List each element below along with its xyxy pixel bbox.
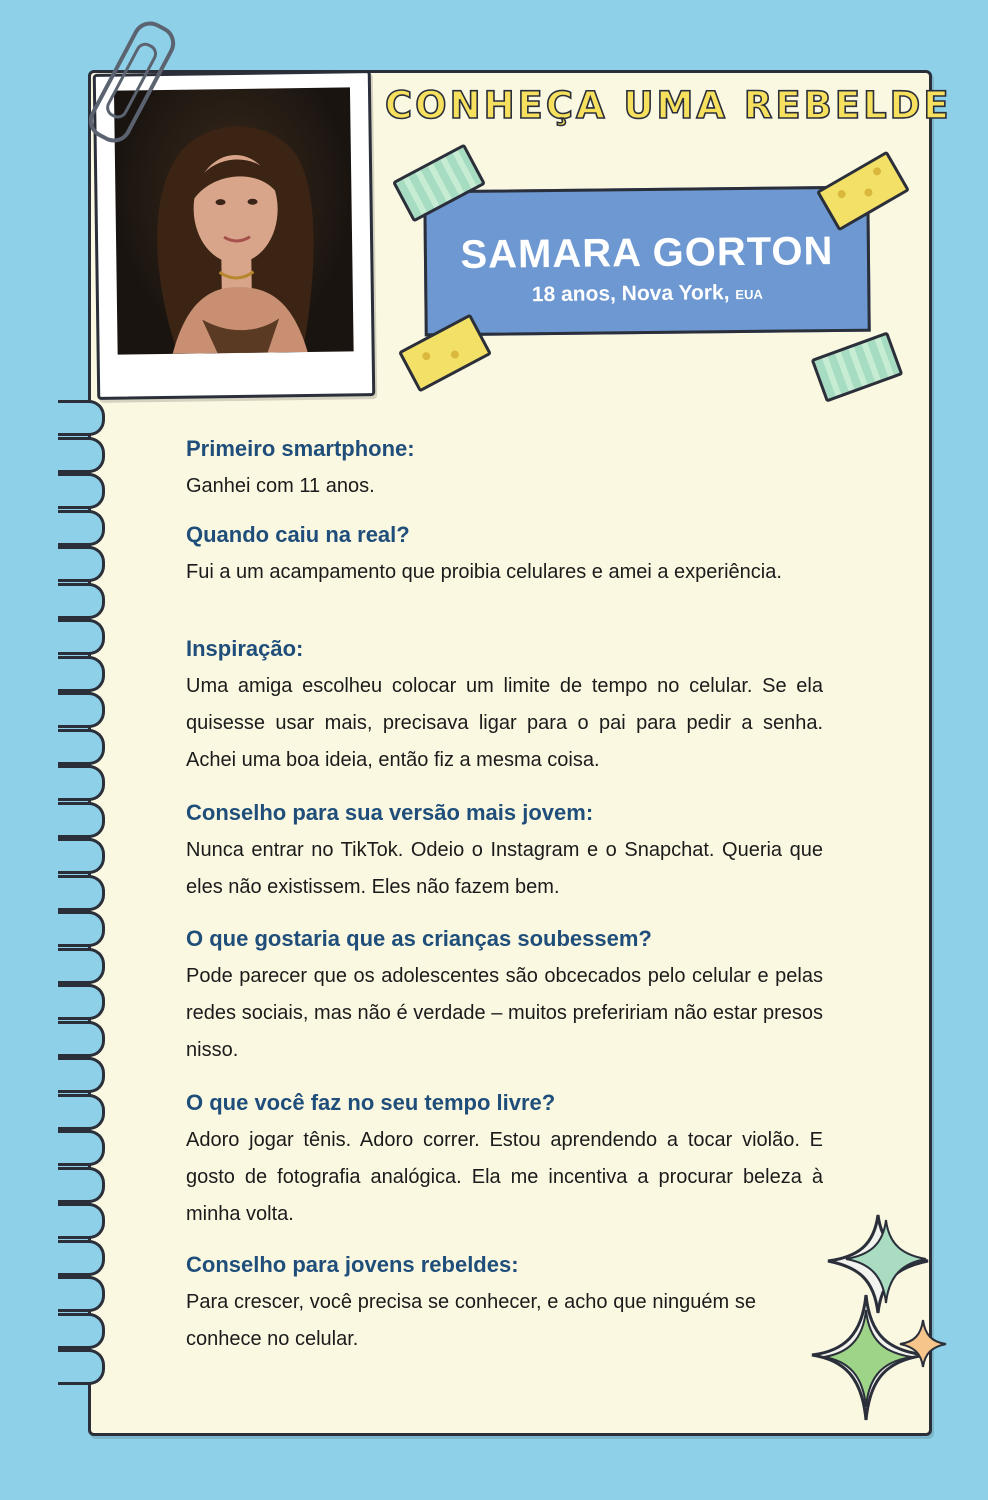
page-heading: CONHEÇA UMA REBELDE — [385, 84, 952, 127]
answer: Para crescer, você precisa se conhecer, e acho que ninguém se conhece no celular. — [186, 1291, 756, 1350]
spiral-hole — [58, 473, 105, 509]
qa-block-4 — [186, 798, 823, 906]
profile-country: EUA — [735, 286, 763, 303]
spiral-hole — [58, 765, 105, 801]
profile-details-text: 18 anos, Nova York, — [531, 281, 730, 307]
spiral-hole — [58, 1313, 105, 1349]
spiral-hole — [58, 437, 105, 473]
qa-block-1 — [186, 434, 823, 505]
spiral-hole — [58, 1167, 105, 1203]
answer: Adoro jogar tênis. Adoro correr. Estou aprendendo a tocar violão. E gosto de fotografia analógica. Ela me incentiva a procurar beleza à minha volta. — [186, 1129, 823, 1225]
spiral-hole — [58, 838, 105, 874]
spiral-hole — [58, 1094, 105, 1130]
spiral-hole — [58, 1276, 105, 1312]
question: Inspiração: — [186, 636, 304, 661]
spiral-hole — [58, 583, 105, 619]
answer: Pode parecer que os adolescentes são obcecados pelo celular e pelas redes sociais, mas não é verdade – muitos prefeririam não estar presos nisso. — [186, 965, 823, 1061]
question: Conselho para sua versão mais jovem: — [186, 800, 594, 825]
spiral-hole — [58, 1130, 105, 1166]
spiral-hole — [58, 400, 105, 436]
answer: Ganhei com 11 anos. — [186, 475, 375, 497]
spiral-hole — [58, 948, 105, 984]
qa-block-2 — [186, 520, 823, 591]
spiral-hole — [58, 510, 105, 546]
portrait-photo — [114, 87, 354, 354]
profile-name: SAMARA GORTON — [460, 229, 834, 277]
sparkle-icon — [808, 1195, 958, 1425]
spiral-hole — [58, 875, 105, 911]
qa-block-6 — [186, 1088, 823, 1233]
qa-block-7 — [186, 1250, 823, 1358]
spiral-hole — [58, 802, 105, 838]
question: Conselho para jovens rebeldes: — [186, 1252, 519, 1277]
answer: Fui a um acampamento que proibia celulares e amei a experiência. — [186, 561, 782, 583]
question: Primeiro smartphone: — [186, 436, 415, 461]
spiral-hole — [58, 729, 105, 765]
spiral-hole — [58, 1349, 105, 1385]
qa-block-3 — [186, 634, 823, 779]
question: O que gostaria que as crianças soubessem? — [186, 926, 652, 951]
spiral-hole — [58, 1021, 105, 1057]
question: Quando caiu na real? — [186, 522, 410, 547]
spiral-hole — [58, 546, 105, 582]
spiral-hole — [58, 1057, 105, 1093]
spiral-hole — [58, 1203, 105, 1239]
spiral-hole — [58, 656, 105, 692]
qa-block-5 — [186, 924, 823, 1069]
question: O que você faz no seu tempo livre? — [186, 1090, 556, 1115]
spiral-hole — [58, 692, 105, 728]
spiral-hole — [58, 984, 105, 1020]
answer: Nunca entrar no TikTok. Odeio o Instagram e o Snapchat. Queria que eles não existissem. Eles não fazem bem. — [186, 839, 823, 898]
spiral-hole — [58, 911, 105, 947]
portrait-illustration — [114, 87, 354, 354]
profile-card — [423, 186, 871, 337]
spiral-hole — [58, 619, 105, 655]
profile-details — [427, 280, 867, 309]
spiral-binding — [58, 400, 128, 1400]
answer: Uma amiga escolheu colocar um limite de tempo no celular. Se ela quisesse usar mais, precisava ligar para o pai para pedir a senha. Achei uma boa ideia, então fiz a mesma coisa. — [186, 675, 823, 771]
spiral-hole — [58, 1240, 105, 1276]
